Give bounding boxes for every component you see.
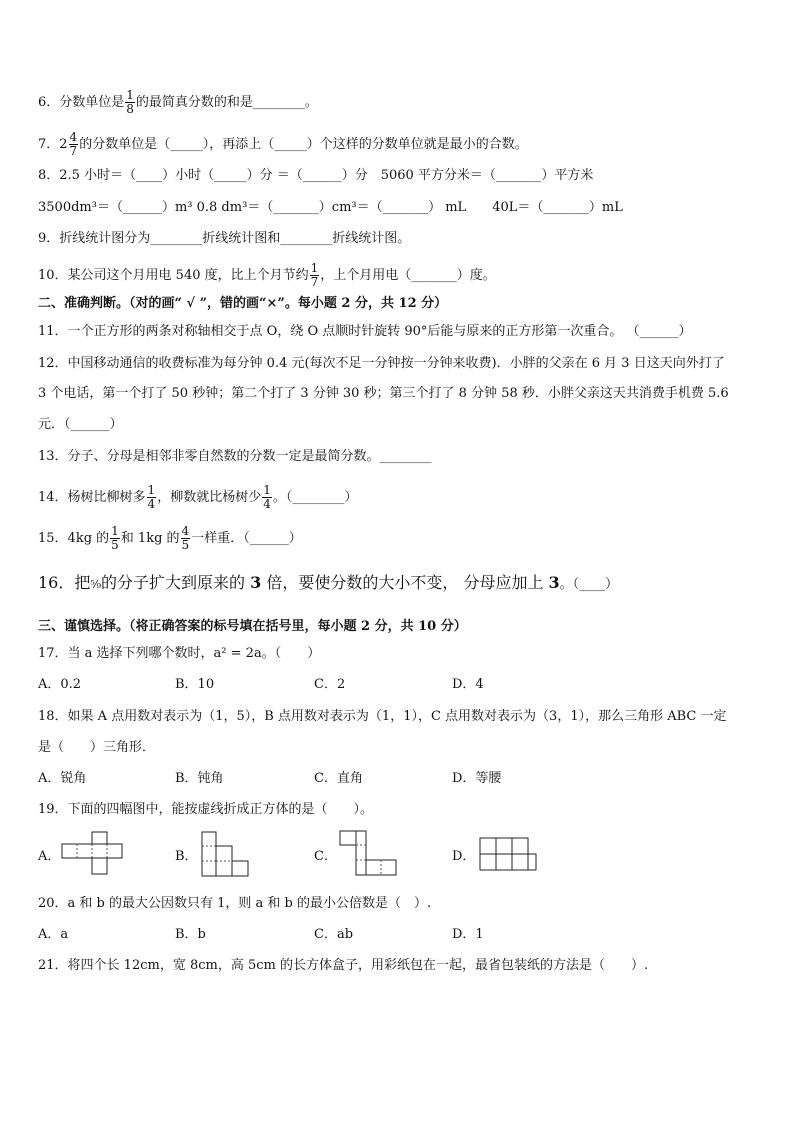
fraction-mark: ⁵⁄₉ <box>90 578 102 591</box>
question-12-line-3: 元．（______） <box>38 417 123 432</box>
question-16: 16．把⁵⁄₉的分子扩大到原来的 3 倍，要使分数的大小不变， 分母应加上 3。（____） <box>38 573 619 592</box>
question-14: 14．杨树比柳树多 $\frac{1}{4}$ ，柳数就比杨树少 $\frac{1}{4}$ 。（________） <box>38 483 358 511</box>
fraction: $\frac{1}{8}$ <box>126 88 134 116</box>
q18-option-a[interactable]: A．锐角 <box>38 771 87 786</box>
question-8-line-1: 8．2.5 小时＝（____）小时（_____）分 ＝（______）分 5060 平方分米＝（_______）平方米 <box>38 168 594 183</box>
q18-option-b[interactable]: B．钝角 <box>175 771 224 786</box>
question-20: 20．a 和 b 的最大公因数只有 1，则 a 和 b 的最小公倍数是（ ）. <box>38 896 432 911</box>
section-3-heading: 三、谨慎选择。（将正确答案的标号填在括号里，每小题 2 分，共 10 分） <box>38 619 467 634</box>
question-7: 7．2 $\frac{4}{7}$ 的分数单位是（_____），再添上（_____）个这样的分数单位就是最小的合数。 <box>38 130 528 158</box>
fraction: $\frac{1}{5}$ <box>111 524 119 552</box>
q20-option-d[interactable]: D．1 <box>452 927 484 942</box>
fraction: $\frac{1}{4}$ <box>263 483 271 511</box>
q19-option-a[interactable]: A． <box>38 849 61 864</box>
q18-option-d[interactable]: D．等腰 <box>452 771 502 786</box>
q20-option-b[interactable]: B．b <box>175 927 206 942</box>
question-18-line-1: 18．如果 A 点用数对表示为（1，5），B 点用数对表示为（1，1），C 点用数对表示为（3，1），那么三角形 ABC 一定 <box>38 709 727 724</box>
q17-option-b[interactable]: B．10 <box>175 677 215 692</box>
question-15: 15．4kg 的 $\frac{1}{5}$ 和 1kg 的 $\frac{4}{5}$ 一样重．（______） <box>38 524 302 552</box>
q19-option-b[interactable]: B． <box>175 849 198 864</box>
cube-net-d <box>478 836 540 872</box>
q20-option-c[interactable]: C．ab <box>314 927 354 942</box>
q6-prefix: 6．分数单位是 <box>38 95 125 110</box>
q18-option-c[interactable]: C．直角 <box>314 771 363 786</box>
q17-option-a[interactable]: A．0.2 <box>38 677 82 692</box>
fraction: $\frac{4}{7}$ <box>69 130 78 158</box>
question-11: 11．一个正方形的两条对称轴相交于点 O，绕 O 点顺时针旋转 90°后能与原来的正方形第一次重合。 （______） <box>38 324 692 339</box>
question-6 <box>38 89 318 116</box>
q17-option-d[interactable]: D．4 <box>452 677 484 692</box>
question-9: 9．折线统计图分为________折线统计图和________折线统计图。 <box>38 231 411 246</box>
cube-net-b <box>198 830 254 878</box>
question-10: 10．某公司这个月用电 540 度，比上个月节约 $\frac{1}{7}$ ，上个月用电（_______）度。 <box>38 261 496 289</box>
question-12-line-2: 3 个电话，第一个打了 50 秒钟；第二个打了 3 分钟 30 秒；第三个打了 8 分钟 58 秒．小胖父亲这天共消费手机费 5.6 <box>38 386 729 401</box>
q19-option-d[interactable]: D． <box>452 849 476 864</box>
section-2-heading: 二、准确判断。（对的画“ √ ”，错的画“×”。每小题 2 分，共 12 分） <box>38 296 448 311</box>
question-8-line-2: 3500dm³＝（______）m³ 0.8 dm³＝（_______）cm³＝（_______） mL 40L＝（_______）mL <box>38 200 623 215</box>
fraction: $\frac{1}{7}$ <box>310 261 319 289</box>
question-17: 17．当 a 选择下列哪个数时，a² = 2a。（ ） <box>38 646 321 661</box>
question-18-line-2: 是（ ）三角形． <box>38 740 156 755</box>
q6-suffix: 的最简真分数的和是________。 <box>135 95 318 110</box>
cube-net-c <box>338 829 400 877</box>
question-13: 13．分子、分母是相邻非零自然数的分数一定是最简分数。________ <box>38 449 432 464</box>
fraction: $\frac{1}{4}$ <box>147 483 156 511</box>
question-21: 21．将四个长 12cm，宽 8cm，高 5cm 的长方体盒子，用彩纸包在一起，最省包装纸的方法是（ ）. <box>38 958 649 973</box>
fraction: $\frac{4}{5}$ <box>181 524 190 552</box>
q17-option-c[interactable]: C．2 <box>314 677 346 692</box>
q20-option-a[interactable]: A．a <box>38 927 69 942</box>
question-12-line-1: 12．中国移动通信的收费标准为每分钟 0.4 元(每次不足一分钟按一分钟来收费)．小胖的父亲在 6 月 3 日这天向外打了 <box>38 356 725 371</box>
cube-net-a <box>60 831 124 877</box>
question-19: 19．下面的四幅图中，能按虚线折成正方体的是（ ）。 <box>38 802 374 817</box>
q19-option-c[interactable]: C． <box>314 849 337 864</box>
